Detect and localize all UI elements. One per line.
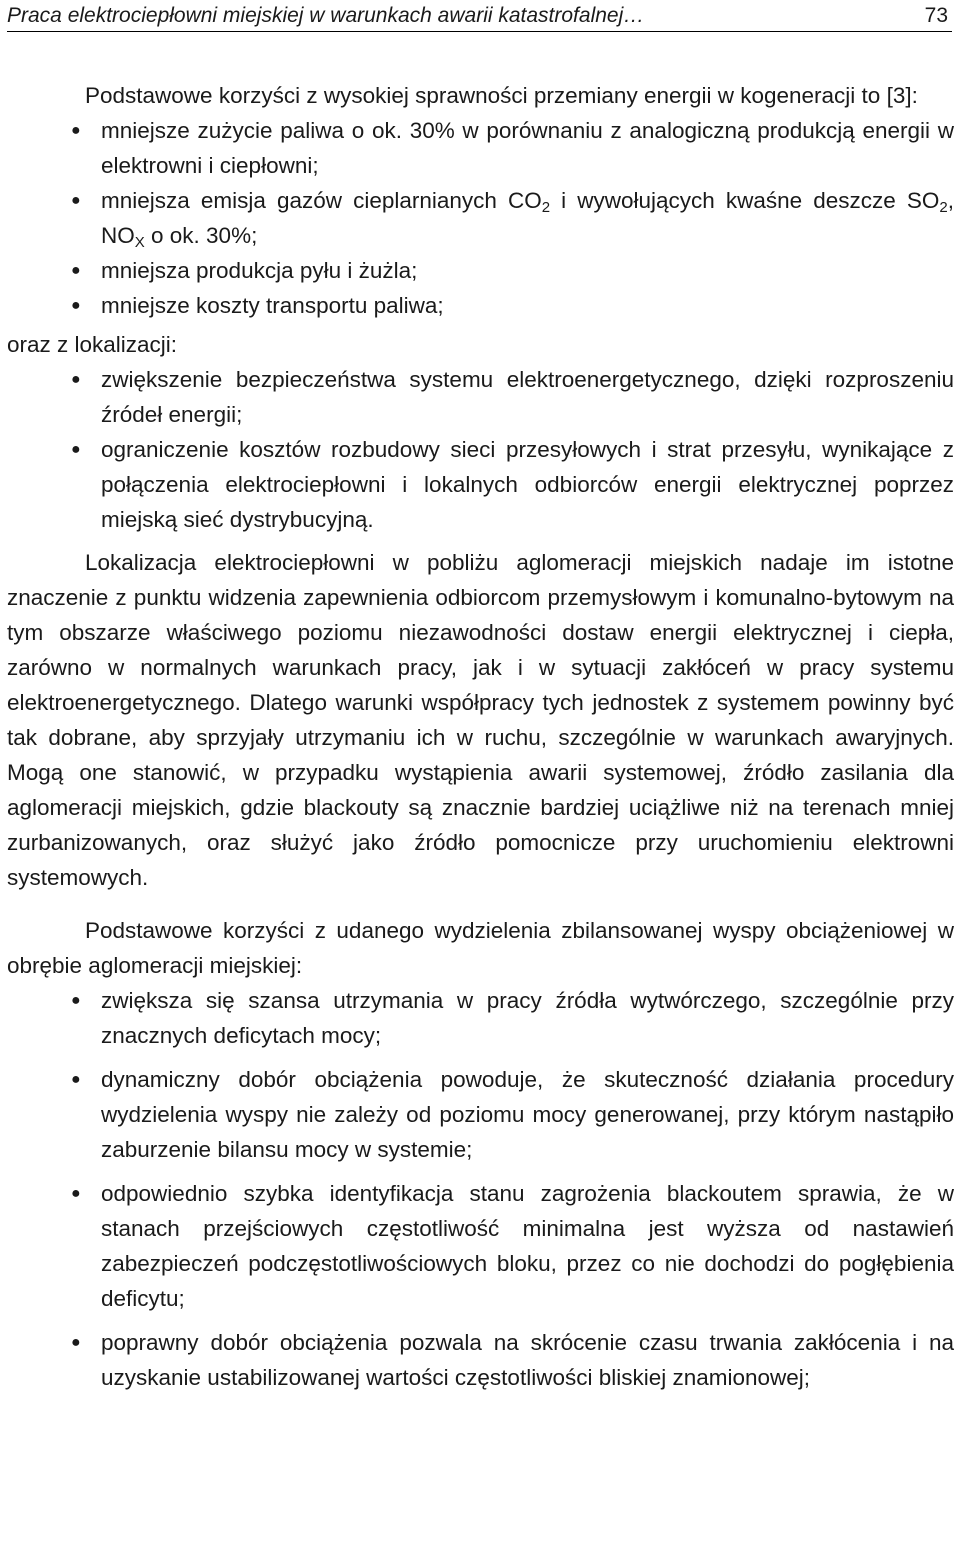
list-item: ● mniejsza produkcja pyłu i żużla; (7, 253, 954, 288)
list-item: ● zwiększa się szansa utrzymania w pracy źródła wytwórczego, szczególnie przy znacznych deficytach mocy; (7, 983, 954, 1053)
list-item: ● ograniczenie kosztów rozbudowy sieci przesyłowych i strat przesyłu, wynikające z połączenia elektrociepłowni i lokalnych odbiorców energii elektrycznej poprzez miejską sieć dystrybucyjną. (7, 432, 954, 537)
list-item: ● dynamiczny dobór obciążenia powoduje, że skuteczność działania procedury wydzielenia wyspy nie zależy od poziomu mocy generowanej, przy którym nastąpiło zaburzenie bilansu mocy w systemie; (7, 1062, 954, 1167)
running-header (7, 0, 952, 32)
bullet-icon: ● (71, 441, 81, 458)
island-benefits-list (7, 983, 954, 1395)
list-item: ● odpowiednio szybka identyfikacja stanu zagrożenia blackoutem sprawia, że w stanach przejściowych częstotliwość minimalna jest wyższa od nastawień zabezpieczeń podczęstotliwościowych bloku, przez co nie dochodzi do pogłębienia deficytu; (7, 1176, 954, 1316)
paragraph-chp-location: Lokalizacja elektrociepłowni w pobliżu aglomeracji miejskich nadaje im istotne znaczenie z punktu widzenia zapewnienia odbiorcom przemysłowym i komunalno-bytowym na tym obszarze właściwego poziomu niezawodności dostaw energii elektrycznej i ciepła, zarówno w normalnych warunkach pracy, jak i w sytuacji zakłóceń w pracy systemu elektroenergetycznego. Dlatego warunki współpracy tych jednostek z systemem powinny być tak dobrane, aby sprzyjały utrzymaniu ich w ruchu, szczególnie w warunkach awaryjnych. Mogą one stanowić, w przypadku wystąpienia awarii systemowej, źródło zasilania dla aglomeracji miejskich, gdzie blackouty są znacznie bardziej uciążliwe niż na terenach mniej zurbanizowanych, oraz służyć jako źródło pomocnicze przy uruchomieniu elektrowni systemowych. (7, 550, 954, 890)
list-item: ● mniejsze zużycie paliwa o ok. 30% w porównaniu z analogiczną produkcją energii w elektrowni i ciepłowni; (7, 113, 954, 183)
bullet-icon: ● (71, 1334, 81, 1351)
paragraph-island-benefits-intro: Podstawowe korzyści z udanego wydzielenia zbilansowanej wyspy obciążeniowej w obrębie aglomeracji miejskiej: (7, 918, 954, 978)
bullet-icon: ● (71, 1185, 81, 1202)
bullet-icon: ● (71, 122, 81, 139)
bullet-icon: ● (71, 297, 81, 314)
location-benefits-list (7, 362, 954, 537)
cogeneration-benefits-list (7, 113, 954, 323)
page-body (7, 78, 954, 1395)
bullet-icon: ● (71, 1071, 81, 1088)
list-item: ● poprawny dobór obciążenia pozwala na skrócenie czasu trwania zakłócenia i na uzyskanie ustabilizowanej wartości częstotliwości bliskiej znamionowej; (7, 1325, 954, 1395)
paragraph-cogeneration-benefits-intro: Podstawowe korzyści z wysokiej sprawności przemiany energii w kogeneracji to [3]: (85, 83, 918, 108)
page-number: 73 (924, 4, 948, 27)
list-item: ● zwiększenie bezpieczeństwa systemu elektroenergetycznego, dzięki rozproszeniu źródeł energii; (7, 362, 954, 432)
bullet-icon: ● (71, 262, 81, 279)
paragraph-location-intro: oraz z lokalizacji: (7, 332, 178, 357)
bullet-icon: ● (71, 992, 81, 1009)
bullet-icon: ● (71, 192, 81, 209)
running-title: Praca elektrociepłowni miejskiej w warunkach awarii katastrofalnej… (7, 4, 645, 27)
list-item: ● mniejsze koszty transportu paliwa; (7, 288, 954, 323)
list-item: ● mniejsza emisja gazów cieplarnianych $CO_2$ i wywołujących kwaśne deszcze $SO_2$, $NO_X$ o ok. 30%; (7, 183, 954, 253)
bullet-icon: ● (71, 371, 81, 388)
